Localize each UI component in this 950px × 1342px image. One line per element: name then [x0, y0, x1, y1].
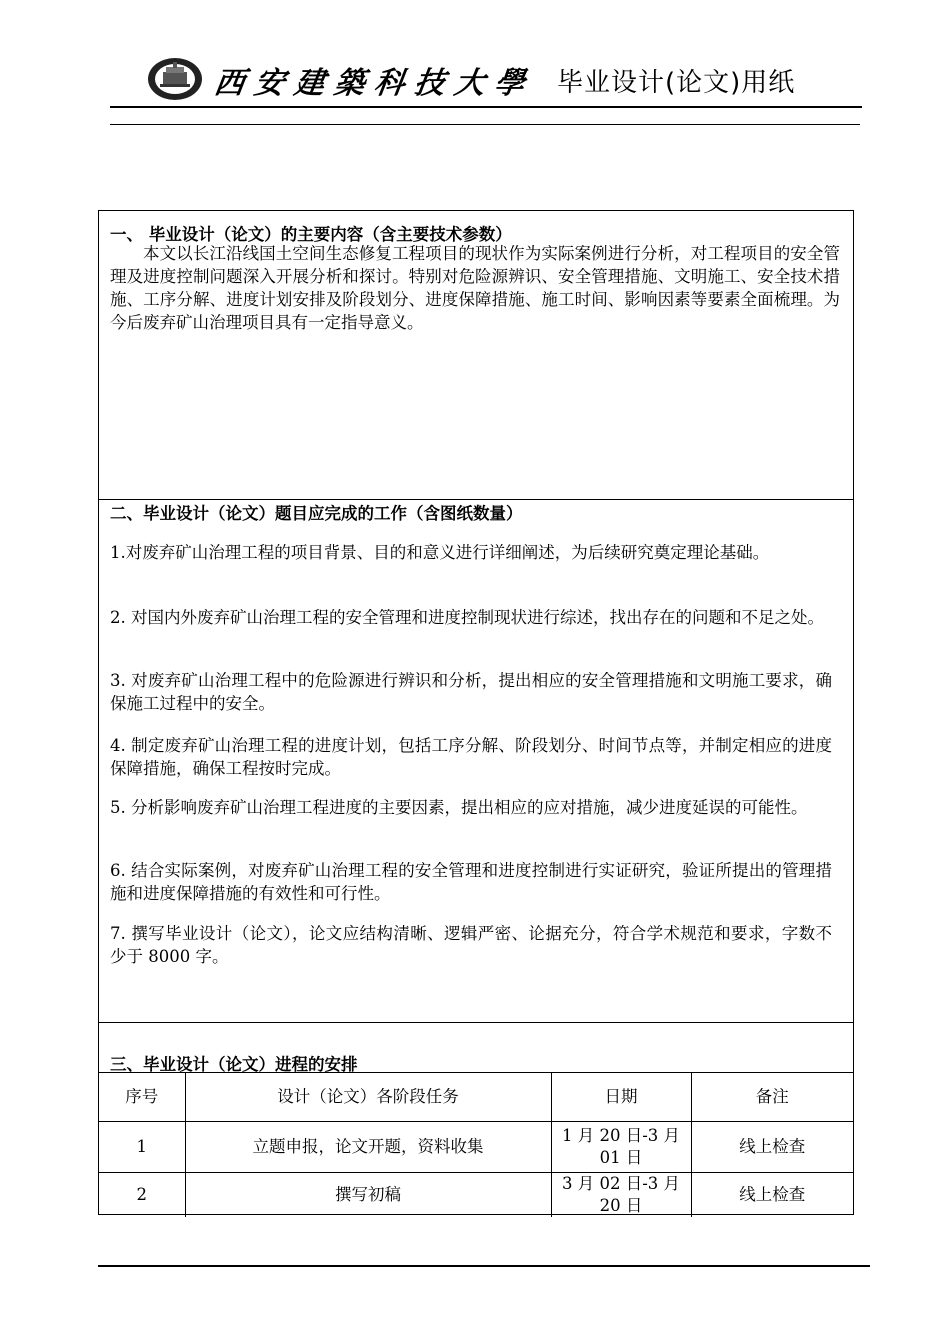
section-schedule: [99, 1023, 853, 1073]
row-no: 1: [99, 1121, 185, 1172]
section1-body: 本文以长江沿线国土空间生态修复工程项目的现状作为实际案例进行分析，对工程项目的安全管理及进度控制问题深入开展分析和探讨。特别对危险源辨识、安全管理措施、文明施工、安全技术措施、工序分解、进度计划安排及阶段划分、进度保障措施、施工时间、影响因素等要素全面梳理。为今后废弃矿山治理项目具有一定指导意义。: [110, 244, 840, 332]
table-row: [99, 1121, 853, 1172]
row-date: 3 月 02 日-3 月 20 日: [551, 1172, 691, 1217]
university-logo-icon: [146, 56, 204, 102]
row-no: 2: [99, 1172, 185, 1217]
table-row: [99, 1172, 853, 1217]
section-main-content: [99, 211, 853, 500]
work-item: 5. 分析影响废弃矿山治理工程进度的主要因素，提出相应的应对措施，减少进度延误的可能性。: [110, 798, 808, 817]
section2-heading: 二、毕业设计（论文）题目应完成的工作（含图纸数量）: [110, 504, 523, 523]
row-date: 1 月 20 日-3 月 01 日: [551, 1121, 691, 1172]
work-item: 6. 结合实际案例，对废弃矿山治理工程的安全管理和进度控制进行实证研究，验证所提出的管理措施和进度保障措施的有效性和可行性。: [110, 861, 832, 903]
work-item: 4. 制定废弃矿山治理工程的进度计划，包括工序分解、阶段划分、时间节点等，并制定相应的进度保障措施，确保工程按时完成。: [110, 736, 832, 778]
page-header: [0, 0, 950, 130]
work-item: 2. 对国内外废弃矿山治理工程的安全管理和进度控制现状进行综述，找出存在的问题和不足之处。: [110, 608, 824, 627]
work-item: 7. 撰写毕业设计（论文），论文应结构清晰、逻辑严密、论据充分，符合学术规范和要求，字数不少于 8000 字。: [110, 924, 832, 966]
row-note: 线上检查: [691, 1172, 853, 1217]
work-item: 3. 对废弃矿山治理工程中的危险源进行辨识和分析，提出相应的安全管理措施和文明施工要求，确保施工过程中的安全。: [110, 671, 832, 713]
paper-label: 毕业设计(论文)用纸: [557, 68, 796, 98]
col-header-task: 设计（论文）各阶段任务: [185, 1073, 551, 1121]
section3-title: 三、毕业设计（论文）进程的安排: [110, 1055, 358, 1074]
col-header-note: 备注: [691, 1073, 853, 1121]
row-task: 撰写初稿: [185, 1172, 551, 1217]
row-note: 线上检查: [691, 1121, 853, 1172]
schedule-table: [99, 1073, 853, 1217]
section-required-work: [99, 500, 853, 1023]
schedule-header-row: [99, 1073, 853, 1121]
header-rule-thick: [110, 106, 862, 108]
task-table: [98, 210, 854, 1215]
section1-title: 一、 毕业设计（论文）的主要内容（含主要技术参数）: [110, 225, 512, 244]
header-rule-thin: [110, 124, 860, 125]
col-header-no: 序号: [99, 1073, 185, 1121]
school-name: 西安建築科技大學: [212, 66, 537, 101]
col-header-date: 日期: [551, 1073, 691, 1121]
work-item: 1.对废弃矿山治理工程的项目背景、目的和意义进行详细阐述，为后续研究奠定理论基础。: [110, 543, 770, 562]
row-task: 立题申报，论文开题，资料收集: [185, 1121, 551, 1172]
footer-rule: [98, 1265, 870, 1267]
